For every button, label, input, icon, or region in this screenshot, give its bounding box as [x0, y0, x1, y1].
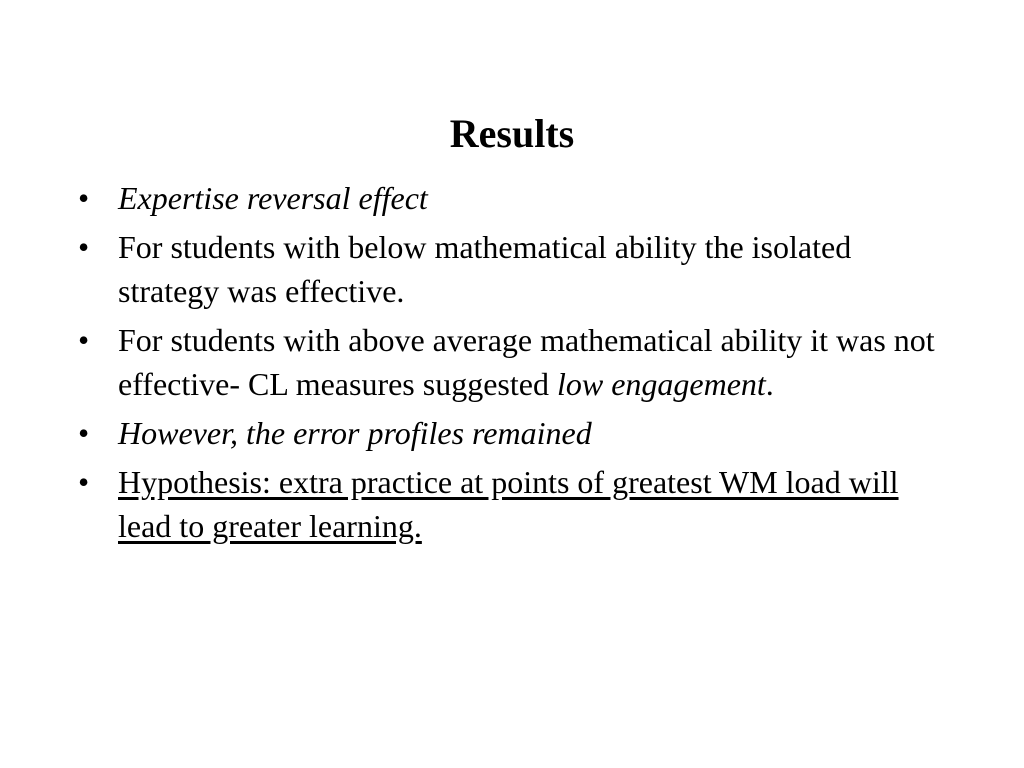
- slide-title: Results: [449, 111, 575, 156]
- bullet-marker: •: [78, 464, 90, 500]
- bullet-item-below-ability: [72, 225, 952, 313]
- bullet-item-hypothesis: [72, 460, 952, 548]
- bullet-text: For students with below mathematical ability the isolated strategy was effective.: [118, 229, 852, 309]
- bullet-emphasis: low engagement: [556, 366, 766, 402]
- bullet-marker: •: [78, 180, 90, 216]
- bullet-marker: •: [78, 322, 90, 358]
- bullet-item-error-profiles: [72, 411, 952, 455]
- bullet-text: However, the error profiles remained: [118, 415, 592, 451]
- bullet-list: [72, 176, 952, 553]
- bullet-marker: •: [78, 229, 90, 265]
- bullet-text: Expertise reversal effect: [118, 180, 428, 216]
- bullet-text: Hypothesis: extra practice at points of greatest WM load will lead to greater learning.: [118, 464, 899, 544]
- bullet-text-end: .: [765, 366, 774, 402]
- bullet-item-above-ability: [72, 318, 952, 406]
- bullet-text: For students with above average mathematical ability it was not effective- CL measures suggested: [118, 322, 935, 402]
- bullet-marker: •: [78, 415, 90, 451]
- bullet-item-expertise-reversal: [72, 176, 952, 220]
